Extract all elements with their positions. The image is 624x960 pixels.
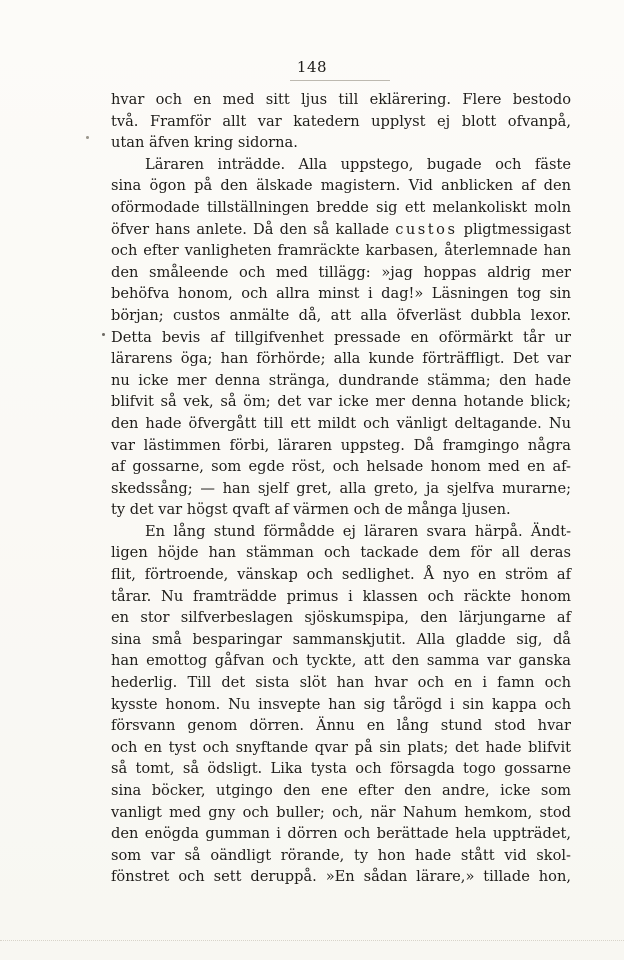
- body-text: [111, 89, 571, 888]
- text-line: som var så oändligt rörande, ty hon hade stått vid skol-: [111, 846, 571, 864]
- text-line: Detta bevis af tillgifvenhet pressade en oförmärkt tår ur: [111, 328, 571, 346]
- text-line: ty det var högst qvaft af värmen och de många ljusen.: [111, 501, 511, 519]
- text-line: sina ögon på den älskade magistern. Vid anblicken af den: [111, 177, 571, 195]
- text-line: kysste honom. Nu insvepte han sig tårögd i sin kappa och: [111, 695, 571, 713]
- text-line: början; custos anmälte då, att alla öfverläst dubbla lexor.: [111, 306, 571, 324]
- text-line: försvann genom dörren. Ännu en lång stund stod hvar: [111, 717, 571, 735]
- text-line: utan äfven kring sidorna.: [111, 134, 298, 152]
- header-rule: [290, 80, 390, 81]
- text-line: vanligt med gny och buller; och, när Nahum hemkom, stod: [111, 803, 571, 821]
- text-line: två. Framför allt var katedern upplyst ej blott ofvanpå,: [111, 112, 571, 130]
- text-line: [111, 219, 571, 241]
- text-line: och efter vanligheten framräckte karbasen, återlemnade han: [111, 242, 571, 260]
- text-line: flit, förtroende, vänskap och sedlighet. Å nyo en ström af: [111, 566, 571, 584]
- spaced-word: custos: [395, 220, 458, 238]
- text-line: behöfva honom, och allra minst i dag!» Läsningen tog sin: [111, 285, 571, 303]
- page-number: 148: [296, 58, 328, 76]
- text-line: skedssång; — han sjelf gret, alla greto, ja sjelfva murarne;: [111, 479, 571, 497]
- text-line: Läraren inträdde. Alla uppstego, bugade och fäste: [145, 155, 571, 173]
- text-line: tårar. Nu framträdde primus i klassen och räckte honom: [111, 587, 571, 605]
- text-line: hederlig. Till det sista slöt han hvar och en i famn och: [111, 674, 571, 692]
- text-line: oförmodade tillställningen bredde sig ett melankoliskt moln: [111, 198, 571, 216]
- text-segment: pligtmessigast: [457, 220, 571, 238]
- margin-speck: [102, 333, 105, 336]
- text-line: så tomt, så ödsligt. Lika tysta och försagda togo gossarne: [111, 760, 571, 778]
- text-line: blifvit så vek, så öm; det var icke mer denna hotande blick;: [111, 393, 571, 411]
- text-line: ligen höjde han stämman och tackade dem för all deras: [111, 544, 571, 562]
- text-line: sina små besparingar sammanskjutit. Alla gladde sig, då: [111, 630, 571, 648]
- text-line: lärarens öga; han förhörde; alla kunde förträffligt. Det var: [111, 350, 571, 368]
- text-line: fönstret och sett deruppå. »En sådan lärare,» tillade hon,: [111, 868, 571, 886]
- text-line: var lästimmen förbi, läraren uppsteg. Då framgingo några: [111, 436, 571, 454]
- text-line: den småleende och med tillägg: »jag hoppas aldrig mer: [111, 263, 571, 281]
- text-line: en stor silfverbeslagen sjöskumspipa, den lärjungarne af: [111, 609, 571, 627]
- margin-speck: [86, 136, 89, 139]
- text-line: nu icke mer denna stränga, dundrande stämma; den hade: [111, 371, 571, 389]
- text-line: han emottog gåfvan och tyckte, att den samma var ganska: [111, 652, 571, 670]
- text-line: En lång stund förmådde ej läraren svara härpå. Ändt-: [145, 522, 571, 540]
- text-line: den hade öfvergått till ett mildt och vänligt deltagande. Nu: [111, 414, 571, 432]
- text-line: hvar och en med sitt ljus till eklärering. Flere bestodo: [111, 91, 571, 108]
- text-line: sina böcker, utgingo den ene efter den andre, icke som: [111, 782, 571, 799]
- text-line: och en tyst och snyftande qvar på sin plats; det hade blifvit: [111, 738, 571, 756]
- page-edge-dots: [0, 940, 624, 942]
- text-line: af gossarne, som egde röst, och helsade honom med en af-: [111, 458, 571, 476]
- text-line: den enögda gumman i dörren och berättade hela uppträdet,: [111, 825, 571, 843]
- text-segment: öfver hans anlete. Då den så kallade: [111, 220, 396, 238]
